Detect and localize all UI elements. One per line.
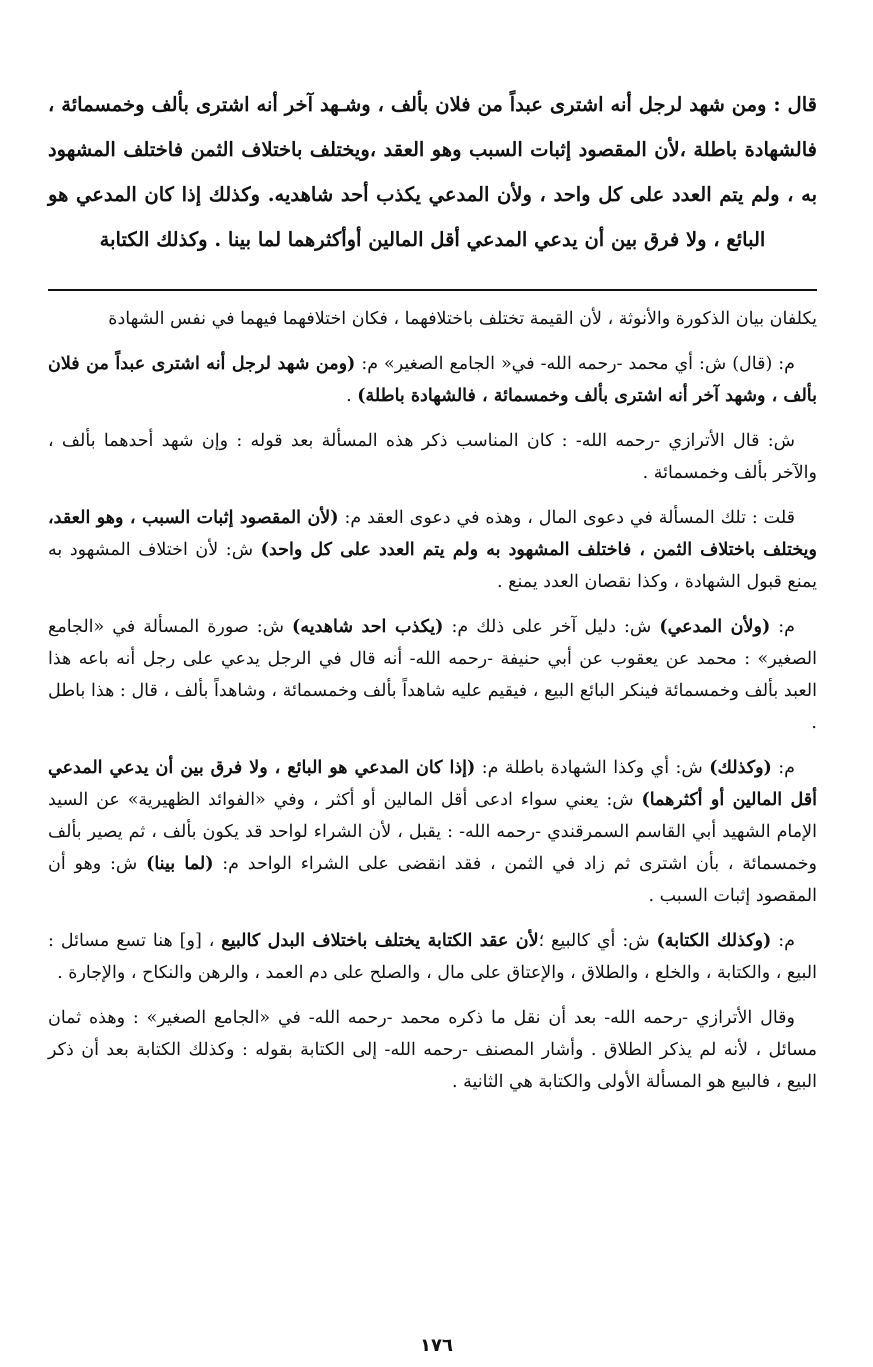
commentary-paragraph: ش: قال الأترازي -رحمه الله- : كان المناسب ذكر هذه المسألة بعد قوله : وإن شهد أحدهما بألف ، والآخر بألف وخمسمائة . [48, 431, 817, 483]
commentary-paragraph: م: (قال) ش: أي محمد -رحمه الله- في« الجامع الصغير» م: (ومن شهد لرجل أنه اشترى عبداً من فلان بألف ، وشهد آخر أنه اشترى بألف وخمسمائة ، فالشهادة باطلة) . [48, 354, 817, 406]
commentary-paragraph: م: (وكذلك) ش: أي وكذا الشهادة باطلة م: (إذا كان المدعي هو البائع ، ولا فرق بين أن يدعي المدعي أقل المالين أو أكثرهما) ش: يعني سواء ادعى أقل المالين أو أكثر ، وفي «الفوائد الظهيرية» عن السيد الإمام الشهيد أبي القاسم السمرقندي -رحمه الله- : يقبل ، لأن الشراء لواحد قد يكون بألف ، ثم يصير بألف وخمسمائة ، بأن اشترى ثم زاد في الثمن ، فقد انقضى على الشراء الواحد م: (لما بينا) ش: وهو أن المقصود إثبات السبب . [48, 758, 817, 906]
commentary [48, 303, 817, 1111]
separator-rule [48, 289, 817, 291]
page-number: ١٧٦ [420, 1335, 453, 1356]
commentary-paragraph: قلت : تلك المسألة في دعوى المال ، وهذه في دعوى العقد م: (لأن المقصود إثبات السبب ، وهو العقد، ويختلف باختلاف الثمن ، فاختلف المشهود به ولم يتم العدد على كل واحد) ش: لأن اختلاف المشهود به يمنع قبول الشهادة ، وكذا نقصان العدد يمنع . [48, 508, 817, 592]
commentary-paragraph: م: (ولأن المدعي) ش: دليل آخر على ذلك م: (يكذب احد شاهديه) ش: صورة المسألة في «الجامع الصغير» : محمد عن يعقوب عن أبي حنيفة -رحمه الله- أنه قال في الرجل يدعي على رجل أنه باعه هذا العبد بألف وخمسمائة فينكر البائع البيع ، فيقيم عليه شاهداً بألف وخمسمائة ، وشاهداً بألف ، قال : هذا باطل . [48, 617, 817, 733]
main-matn-text: قال : ومن شهد لرجل أنه اشترى عبداً من فلان بألف ، وشـهد آخر أنه اشترى بألف وخمسمائة ، فالشهادة باطلة ،لأن المقصود إثبات السبب وهو العقد ،ويختلف باختلاف الثمن فاختلف المشهود به ، ولم يتم العدد على كل واحد ، ولأن المدعي يكذب أحد شاهديه. وكذلك إذا كان المدعي هو البائع ، ولا فرق بين أن يدعي المدعي أقل المالين أوأكثرهما لما بينا . وكذلك الكتابة [48, 93, 817, 251]
commentary-paragraph: يكلفان بيان الذكورة والأنوثة ، لأن القيمة تختلف باختلافهما ، فكان اختلافهما فيهما في نفس الشهادة [108, 309, 817, 329]
page [48, 82, 817, 1367]
commentary-paragraph: وقال الأترازي -رحمه الله- بعد أن نقل ما ذكره محمد -رحمه الله- في «الجامع الصغير» : وهذه ثمان مسائل ، لأنه لم يذكر الطلاق . وأشار المصنف -رحمه الله- إلى الكتابة بقوله : وكذلك الكتابة بعد أن ذكر البيع ، فالبيع هو المسألة الأولى والكتابة هي الثانية . [48, 1008, 817, 1092]
commentary-paragraph: م: (وكذلك الكتابة) ش: أي كالبيع ؛لأن عقد الكتابة يختلف باختلاف البدل كالبيع ، [و] هنا تسع مسائل : البيع ، والكتابة ، والخلع ، والطلاق ، والإعتاق على مال ، والصلح على دم العمد ، والرهن والنكاح ، والإجارة . [48, 931, 817, 983]
